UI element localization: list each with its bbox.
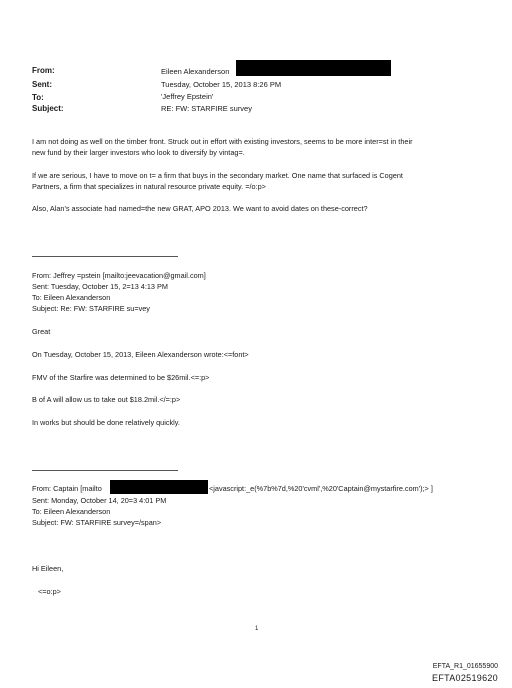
subject-label: Subject: xyxy=(32,104,64,113)
separator-rule xyxy=(32,470,178,471)
reply1-great: Great xyxy=(32,327,51,336)
reply1-from: From: Jeffrey =pstein [mailto:jeevacation@gmail.com] xyxy=(32,271,206,280)
reply1-quote-intro: On Tuesday, October 15, 2013, Eileen Alexanderson wrote:<=font> xyxy=(32,350,249,359)
reply1-fmv: FMV of the Starfire was determined to be $26mil.<=:p> xyxy=(32,373,210,382)
reply2-from-suffix: <javascript:_e(%7b%7d,%20'cvml',%20'Captain@mystarfire.com');> ] xyxy=(209,484,433,493)
redaction-bar xyxy=(236,60,391,76)
reply1-works: In works but should be done relatively quickly. xyxy=(32,418,180,427)
to-value: 'Jeffrey Epstein' xyxy=(161,92,214,101)
bates-number-2: EFTA02519620 xyxy=(432,673,498,683)
body-paragraph-1-line-1: I am not doing as well on the timber front. Struck out in effort with existing investors, seems to be more inter=st in their xyxy=(32,137,413,146)
reply2-from-prefix: From: Captain [mailto xyxy=(32,484,102,493)
reply2-sent: Sent: Monday, October 14, 20=3 4:01 PM xyxy=(32,496,167,505)
body-paragraph-2-line-1: If we are serious, I have to move on t= a firm that buys in the secondary market. One name that surfaced is Cogent xyxy=(32,171,403,180)
page-number: 1 xyxy=(255,626,259,632)
body-paragraph-3: Also, Alan's associate had named=the new GRAT, APO 2013. We want to avoid dates on these-correct? xyxy=(32,204,368,213)
reply1-to: To: Eileen Alexanderson xyxy=(32,293,111,302)
from-value: Eileen Alexanderson xyxy=(161,67,230,76)
sent-label: Sent: xyxy=(32,80,52,89)
reply1-bofa: B of A will allow us to take out $18.2mil.</=:p> xyxy=(32,395,181,404)
sent-value: Tuesday, October 15, 2013 8:26 PM xyxy=(161,80,282,89)
redaction-bar xyxy=(110,480,208,494)
reply2-tag: <=o:p> xyxy=(38,587,61,596)
reply2-subject: Subject: FW: STARFIRE survey=/span> xyxy=(32,518,162,527)
reply1-sent: Sent: Tuesday, October 15, 2=13 4:13 PM xyxy=(32,282,168,291)
to-label: To: xyxy=(32,93,44,102)
reply2-to: To: Eileen Alexanderson xyxy=(32,507,111,516)
body-paragraph-1-line-2: new fund by their larger investors who look to diversify by vintag=. xyxy=(32,148,245,157)
reply1-subject: Subject: Re: FW: STARFIRE su=vey xyxy=(32,304,150,313)
from-label: From: xyxy=(32,66,55,75)
reply2-greeting: Hi Eileen, xyxy=(32,564,64,573)
bates-number-1: EFTA_R1_01655900 xyxy=(432,663,498,670)
body-paragraph-2-line-2: Partners, a firm that specializes in natural resource private equity. =/o:p> xyxy=(32,182,266,191)
subject-value: RE: FW: STARFIRE survey xyxy=(161,104,252,113)
separator-rule xyxy=(32,256,178,257)
